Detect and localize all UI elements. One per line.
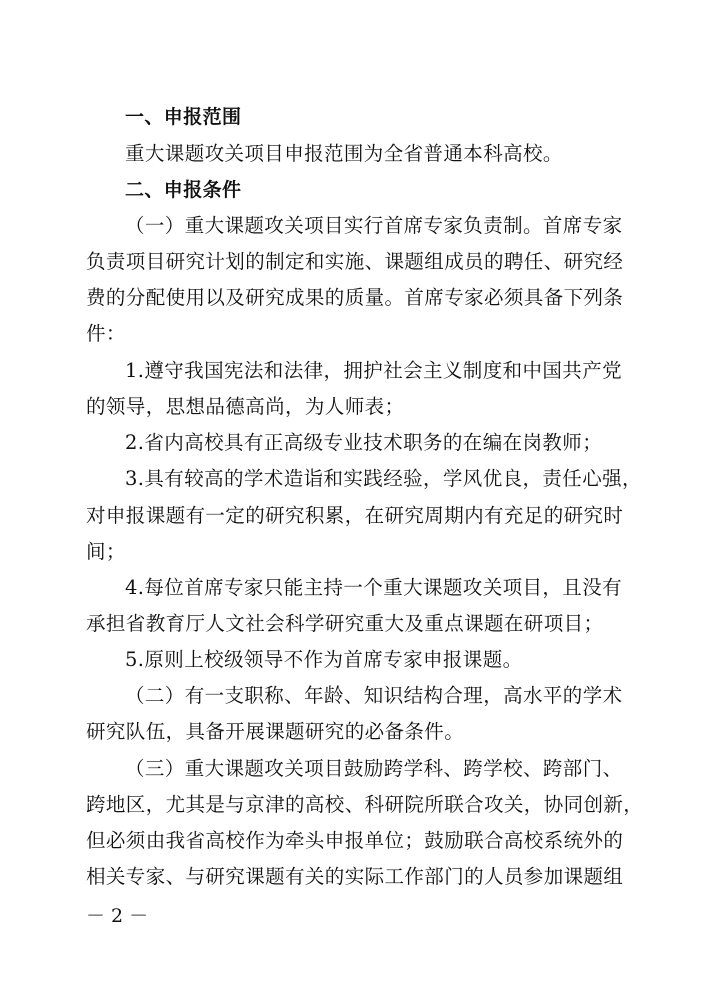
list-item-line: 1.遵守我国宪法和法律，拥护社会主义制度和中国共产党	[125, 359, 623, 382]
paragraph-line: 件：	[86, 322, 126, 345]
paragraph-line: （三）重大课题攻关项目鼓励跨学科、跨学校、跨部门、	[125, 757, 623, 780]
paragraph-line: （二）有一支职称、年龄、知识结构合理，高水平的学术	[125, 684, 623, 707]
list-item-line: 对申报课题有一定的研究积累，在研究周期内有充足的研究时	[86, 504, 624, 527]
list-item-line: 的领导，思想品德高尚，为人师表；	[86, 395, 405, 418]
paragraph-line: 费的分配使用以及研究成果的质量。首席专家必须具备下列条	[86, 286, 624, 309]
paragraph-line: 跨地区，尤其是与京津的高校、科研院所联合攻关，协同创新，	[86, 793, 644, 816]
paragraph-line: 研究队伍，具备开展课题研究的必备条件。	[86, 720, 465, 743]
paragraph-line: 负责项目研究计划的制定和实施、课题组成员的聘任、研究经	[86, 250, 624, 273]
paragraph-line: 重大课题攻关项目申报范围为全省普通本科高校。	[125, 142, 563, 165]
paragraph-line: （一）重大课题攻关项目实行首席专家负责制。首席专家	[125, 214, 623, 237]
page-number: － 2 －	[86, 905, 149, 927]
list-item-line: 2.省内高校具有正高级专业技术职务的在编在岗教师；	[125, 431, 603, 454]
list-item-line: 4.每位首席专家只能主持一个重大课题攻关项目，且没有	[125, 576, 623, 599]
paragraph-line: 相关专家、与研究课题有关的实际工作部门的人员参加课题组	[86, 865, 624, 888]
list-item-line: 5.原则上校级领导不作为首席专家申报课题。	[125, 648, 523, 671]
list-item-line: 间；	[86, 540, 126, 563]
list-item-line: 承担省教育厅人文社会科学研究重大及重点课题在研项目；	[86, 612, 604, 635]
section-heading-conditions: 二、申报条件	[125, 179, 242, 201]
list-item-line: 3.具有较高的学术造诣和实践经验，学风优良，责任心强，	[125, 467, 642, 490]
paragraph-line: 但必须由我省高校作为牵头申报单位；鼓励联合高校系统外的	[86, 829, 624, 852]
section-heading-scope: 一、申报范围	[125, 106, 242, 128]
